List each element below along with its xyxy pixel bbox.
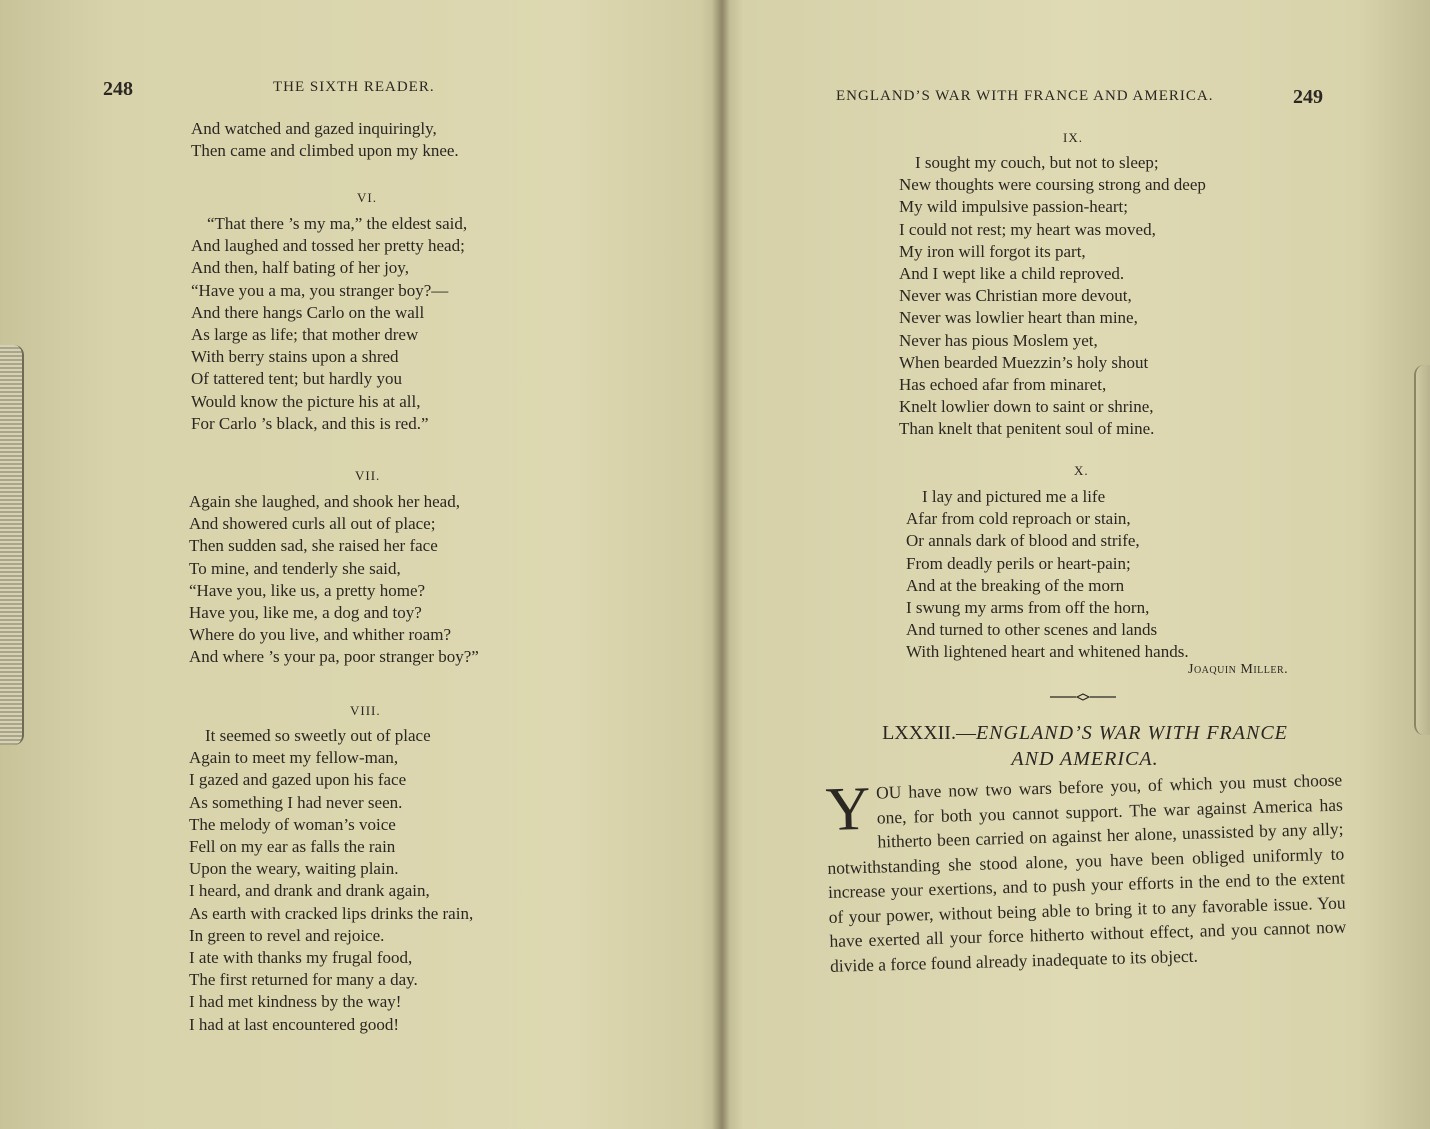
- verse-line: It seemed so sweetly out of place: [205, 726, 431, 745]
- verse-line: Again she laughed, and shook her head,: [189, 492, 460, 511]
- verse-line: Upon the weary, waiting plain.: [189, 859, 399, 879]
- verse-line: The melody of woman’s voice: [189, 814, 396, 834]
- book-gutter: [712, 0, 730, 1129]
- stanza-numeral-vi: VI.: [357, 190, 377, 205]
- drop-cap: Y: [824, 774, 872, 844]
- verse-line: “Have you, like us, a pretty home?: [189, 580, 426, 600]
- stanza-numeral-vii: VII.: [355, 468, 381, 483]
- verse-line: I gazed and gazed upon his face: [189, 770, 407, 790]
- verse-line: I heard, and drank and drank again,: [189, 881, 430, 901]
- verse-line: And watched and gazed inquiringly,: [191, 119, 437, 138]
- left-page: [0, 0, 712, 1129]
- verse-line: Afar from cold reproach or stain,: [906, 509, 1131, 529]
- stanza-viii: [189, 725, 473, 1036]
- verse-line: I could not rest; my heart was moved,: [899, 219, 1156, 239]
- verse-line: I sought my couch, but not to sleep;: [915, 153, 1159, 172]
- verse-line: From deadly perils or heart-pain;: [906, 553, 1131, 573]
- lesson-title: [825, 720, 1345, 772]
- verse-line: Never has pious Moslem yet,: [899, 330, 1098, 350]
- stanza-vi: [191, 213, 467, 435]
- lesson-title-text: ENGLAND’S WAR WITH FRANCE: [975, 722, 1288, 744]
- verse-line: “That there ’s my ma,” the eldest said,: [207, 214, 468, 233]
- verse-line: “Have you a ma, you stranger boy?—: [191, 280, 449, 300]
- verse-line: Never was lowlier heart than mine,: [899, 308, 1138, 328]
- verse-line: And laughed and tossed her pretty head;: [191, 236, 465, 256]
- lesson-number: LXXXII.—: [882, 722, 976, 744]
- verse-line: Has echoed afar from minaret,: [899, 375, 1107, 395]
- verse-line: As earth with cracked lips drinks the rain,: [189, 903, 474, 923]
- verse-line: With lightened heart and whitened hands.: [906, 642, 1189, 662]
- stanza-numeral-viii: VIII.: [350, 703, 381, 718]
- verse-line: My iron will forgot its part,: [899, 241, 1086, 261]
- verse-line: For Carlo ’s black, and this is red.”: [191, 413, 429, 433]
- lesson-title-line2: AND AMERICA.: [1011, 748, 1159, 770]
- verse-line: Knelt lowlier down to saint or shrine,: [899, 397, 1154, 417]
- verse-line: And I wept like a child reproved.: [899, 264, 1125, 284]
- lesson-body: [825, 768, 1347, 978]
- verse-line: Of tattered tent; but hardly you: [191, 369, 403, 389]
- page-number-right: 249: [1293, 86, 1323, 108]
- verse-line: I had met kindness by the way!: [189, 992, 402, 1012]
- verse-line: Than knelt that penitent soul of mine.: [899, 419, 1155, 439]
- verse-line: Or annals dark of blood and strife,: [906, 531, 1140, 551]
- verse-line: And at the breaking of the morn: [906, 575, 1125, 595]
- verse-line: I lay and pictured me a life: [922, 487, 1106, 506]
- verse-line: Have you, like me, a dog and toy?: [189, 603, 422, 623]
- verse-line: Then came and climbed upon my knee.: [191, 141, 459, 161]
- verse-line: And there hangs Carlo on the wall: [191, 302, 425, 322]
- verse-line: I swung my arms from off the horn,: [906, 598, 1150, 618]
- verse-line: Where do you live, and whither roam?: [189, 625, 451, 645]
- right-page: [730, 0, 1430, 1129]
- verse-line: Would know the picture his at all,: [191, 391, 421, 411]
- stanza-vii: [189, 491, 479, 669]
- stanza-numeral-ix: IX.: [1063, 130, 1083, 145]
- verse-line: New thoughts were coursing strong and deep: [899, 175, 1206, 195]
- verse-line: And where ’s your pa, poor stranger boy?”: [189, 647, 479, 667]
- verse-line: The first returned for many a day.: [189, 970, 418, 990]
- verse-line: Never was Christian more devout,: [899, 286, 1132, 306]
- verse-line: To mine, and tenderly she said,: [189, 558, 401, 578]
- ornament-divider: [1050, 692, 1116, 702]
- page-number-left: 248: [103, 78, 133, 100]
- verse-line: Fell on my ear as falls the rain: [189, 837, 396, 857]
- stanza-ix: [899, 152, 1206, 441]
- stanza-v-tail: [191, 118, 459, 162]
- verse-line: My wild impulsive passion-heart;: [899, 197, 1129, 217]
- author-attribution: Joaquin Miller.: [1188, 662, 1289, 677]
- stanza-x: [906, 486, 1189, 664]
- verse-line: As large as life; that mother drew: [191, 325, 419, 345]
- lesson-body-text: OU have now two wars before you, of which you must choose one, for both you cannot support. The war against America has hitherto been carried on against her alone, unassisted by any ally; notwithstanding she stood alone, you have been obliged uniformly to increase your exertions, and to push your efforts in the end to the extent of your power, without being able to bring it to any favorable issue. You have exerted all your force hitherto without effect, and you cannot now divide a force found already inadequate to its object.: [827, 769, 1347, 976]
- verse-line: And showered curls all out of place;: [189, 514, 436, 534]
- stanza-numeral-x: X.: [1074, 463, 1089, 478]
- verse-line: In green to revel and rejoice.: [189, 925, 385, 945]
- running-head-left: THE SIXTH READER.: [273, 79, 435, 95]
- verse-line: When bearded Muezzin’s holy shout: [899, 352, 1149, 372]
- lesson-title-line1: [825, 720, 1345, 746]
- verse-line: With berry stains upon a shred: [191, 347, 399, 367]
- running-head-right: ENGLAND’S WAR WITH FRANCE AND AMERICA.: [836, 88, 1214, 104]
- verse-line: And turned to other scenes and lands: [906, 620, 1158, 640]
- verse-line: I ate with thanks my frugal food,: [189, 948, 413, 968]
- verse-line: Again to meet my fellow-man,: [189, 748, 399, 768]
- verse-line: As something I had never seen.: [189, 792, 403, 812]
- verse-line: I had at last encountered good!: [189, 1014, 400, 1034]
- verse-line: Then sudden sad, she raised her face: [189, 536, 438, 556]
- verse-line: And then, half bating of her joy,: [191, 258, 409, 278]
